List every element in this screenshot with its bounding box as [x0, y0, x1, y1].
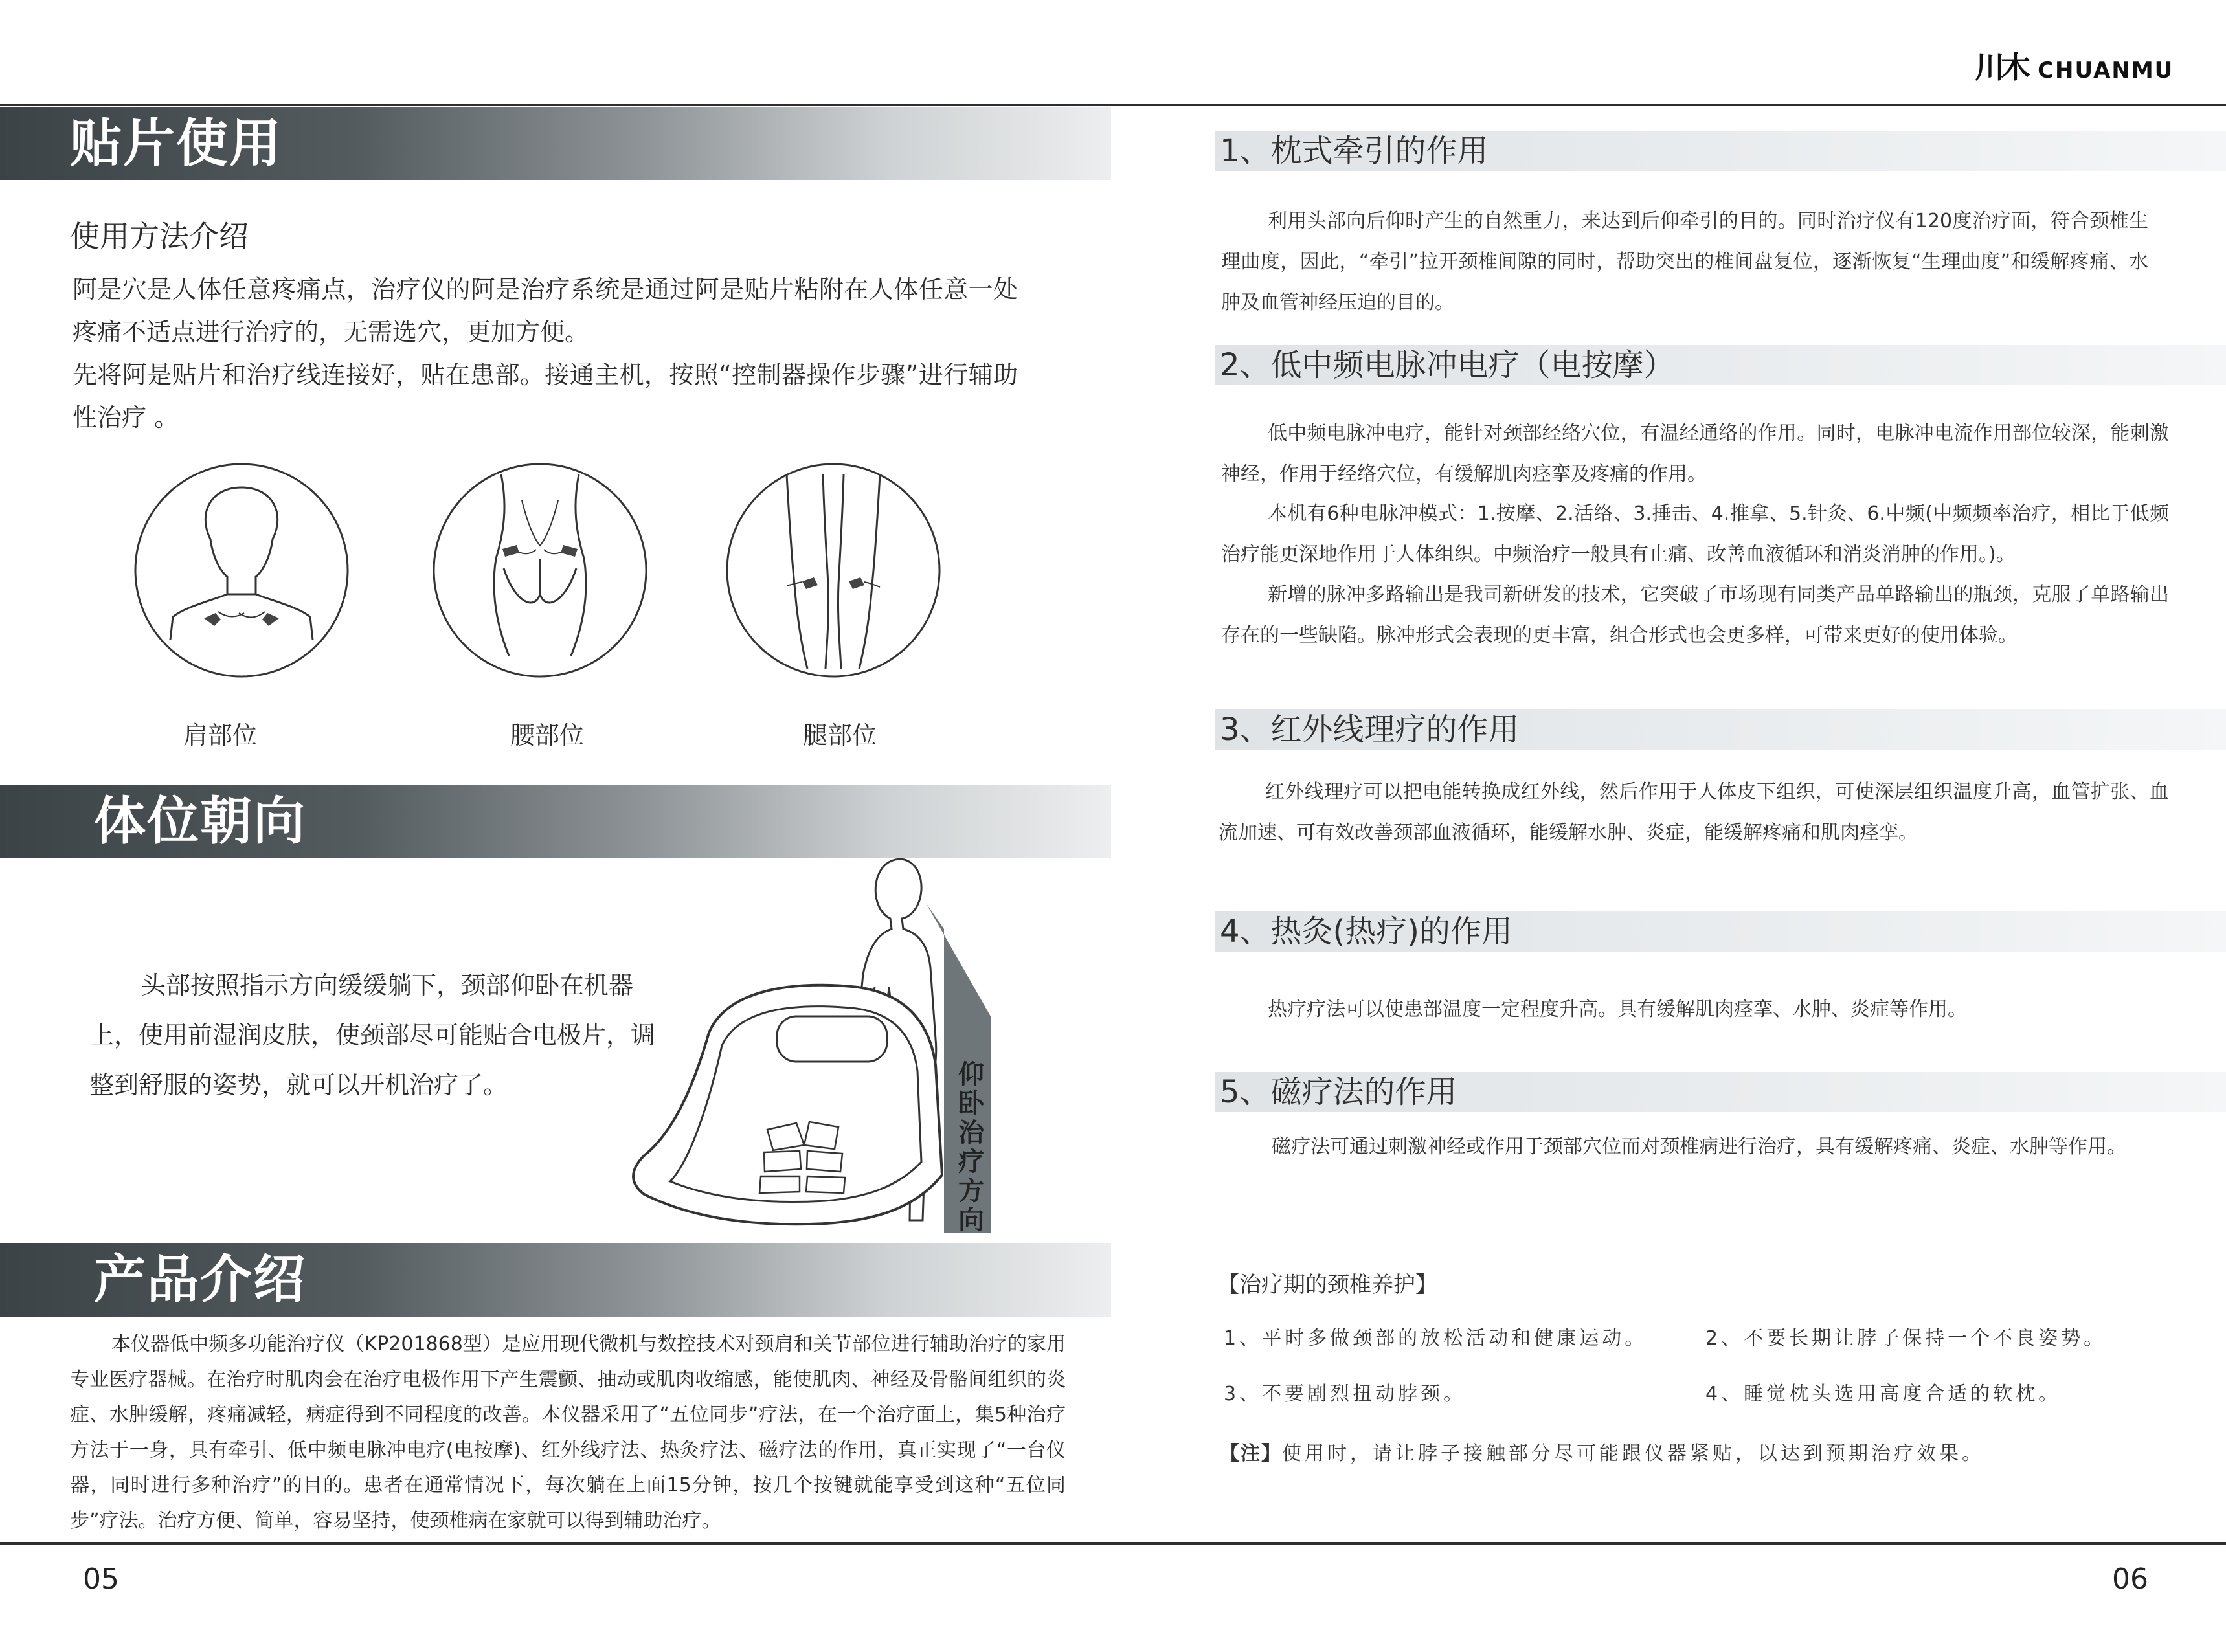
device-illustration	[631, 858, 1007, 1246]
paragraph-magnetic: 磁疗法可通过刺激神经或作用于颈部穴位而对颈椎病进行治疗，具有缓解疼痛、炎症、水肿等作用。	[1272, 1135, 2126, 1158]
paragraph-intro-1: 阿是穴是人体任意疼痛点，治疗仪的阿是治疗系统是通过阿是贴片粘附在人体任意一处疼痛不适点进行治疗的，无需选穴，更加方便。	[73, 275, 1018, 346]
care-note	[1220, 1441, 1984, 1467]
top-rule	[0, 104, 2226, 106]
banner-body-position	[0, 785, 1111, 858]
shoulder-icon	[133, 462, 350, 679]
care-heading: 【治疗期的颈椎养护】	[1217, 1272, 1437, 1298]
paragraph-intro-2: 先将阿是贴片和治疗线连接好，贴在患部。接通主机，按照“控制器操作步骤”进行辅助性治疗 。	[73, 361, 1018, 432]
brand-name: CHUANMU	[2038, 58, 2174, 84]
banner-product-intro	[0, 1243, 1111, 1317]
care-item-3: 3、不要剧烈扭动脖颈。	[1224, 1383, 1467, 1405]
direction-label: 仰卧治疗方向	[958, 1060, 984, 1235]
section-title: 贴片使用	[70, 113, 282, 173]
section-title: 体位朝向	[94, 791, 306, 851]
section-header-2: 2、低中频电脉冲电疗（电按摩）	[1215, 345, 2226, 385]
bottom-rule	[0, 1542, 2226, 1545]
paragraph-pulse-3: 新增的脉冲多路输出是我司新研发的技术，它突破了市场现有同类产品单路输出的瓶颈，克服了单路输出存在的一些缺陷。脉冲形式会表现的更丰富，组合形式也会更多样，可带来更好的使用体验。	[1221, 583, 2169, 647]
paragraph-traction: 利用头部向后仰时产生的自然重力，来达到后仰牵引的目的。同时治疗仪有120度治疗面，符合颈椎生理曲度，因此，“牵引”拉开颈椎间隙的同时，帮助突出的椎间盘复位，逐渐恢复“生理曲度”和缓解疼痛、水肿及血管神经压迫的目的。	[1221, 210, 2148, 314]
section-header-3: 3、红外线理疗的作用	[1215, 709, 2226, 750]
care-item-4: 4、睡觉枕头选用高度合适的软枕。	[1705, 1383, 2062, 1405]
figure-label-waist: 腰部位	[510, 721, 585, 750]
section-title: 产品介绍	[94, 1249, 306, 1310]
care-item-1: 1、平时多做颈部的放松活动和健康运动。	[1224, 1327, 1648, 1350]
figure-label-shoulder: 肩部位	[183, 721, 258, 750]
paragraph-pulse-1: 低中频电脉冲电疗，能针对颈部经络穴位，有温经通络的作用。同时，电脉冲电流作用部位较深，能刺激神经，作用于经络穴位，有缓解肌肉痉挛及疼痛的作用。	[1221, 422, 2169, 486]
paragraph-infrared: 红外线理疗可以把电能转换成红外线，然后作用于人体皮下组织，可使深层组织温度升高，血管扩张、血流加速、可有效改善颈部血液循环，能缓解水肿、炎症，能缓解疼痛和肌肉痉挛。	[1219, 781, 2169, 844]
section-header-4: 4、热灸(热疗)的作用	[1215, 911, 2226, 952]
page-number-left: 05	[83, 1563, 119, 1596]
leg-icon	[725, 462, 942, 679]
care-item-2: 2、不要长期让脖子保持一个不良姿势。	[1705, 1327, 2107, 1350]
paragraph-pulse-2: 本机有6种电脉冲模式：1.按摩、2.活络、3.捶击、4.推拿、5.针灸、6.中频(中频频率治疗，相比于低频治疗能更深地作用于人体组织。中频治疗一般具有止痛、改善血液循环和消炎消肿的作用。)。	[1221, 502, 2169, 566]
paragraph-position: 头部按照指示方向缓缓躺下，颈部仰卧在机器上，使用前湿润皮肤，使颈部尽可能贴合电极片，调整到舒服的姿势，就可以开机治疗了。	[89, 971, 656, 1099]
paragraph-heat: 热疗疗法可以使患部温度一定程度升高。具有缓解肌肉痉挛、水肿、炎症等作用。	[1268, 998, 1967, 1021]
figure-label-leg: 腿部位	[803, 721, 877, 750]
section-header-5: 5、磁疗法的作用	[1215, 1072, 2226, 1112]
logo-mark: 川木	[1975, 50, 2027, 85]
banner-patch-use	[0, 107, 1111, 180]
brand-logo	[1975, 49, 2174, 85]
waist-icon	[431, 462, 649, 679]
note-text: 使用时，请让脖子接触部分尽可能跟仪器紧贴，以达到预期治疗效果。	[1282, 1442, 1984, 1465]
page-number-right: 06	[2112, 1563, 2148, 1596]
paragraph-product: 本仪器低中频多功能治疗仪（KP201868型）是应用现代微机与数控技术对颈肩和关节部位进行辅助治疗的家用专业医疗器械。在治疗时肌肉会在治疗电极作用下产生震颤、抽动或肌肉收缩感，能使肌肉、神经及骨骼间组织的炎症、水肿缓解，疼痛减轻，病症得到不同程度的改善。本仪器采用了“五位同步”疗法，在一个治疗面上，集5种治疗方法于一身，具有牵引、低中频电脉冲电疗(电按摩)、红外线疗法、热灸疗法、磁疗法的作用，真正实现了“一台仪器，同时进行多种治疗”的目的。患者在通常情况下，每次躺在上面15分钟，按几个按键就能享受到这种“五位同步”疗法。治疗方便、简单，容易坚持，使颈椎病在家就可以得到辅助治疗。	[70, 1333, 1066, 1532]
section-header-1: 1、枕式牵引的作用	[1215, 131, 2226, 171]
subtitle: 使用方法介绍	[70, 219, 249, 254]
note-label: 【注】	[1220, 1442, 1282, 1465]
